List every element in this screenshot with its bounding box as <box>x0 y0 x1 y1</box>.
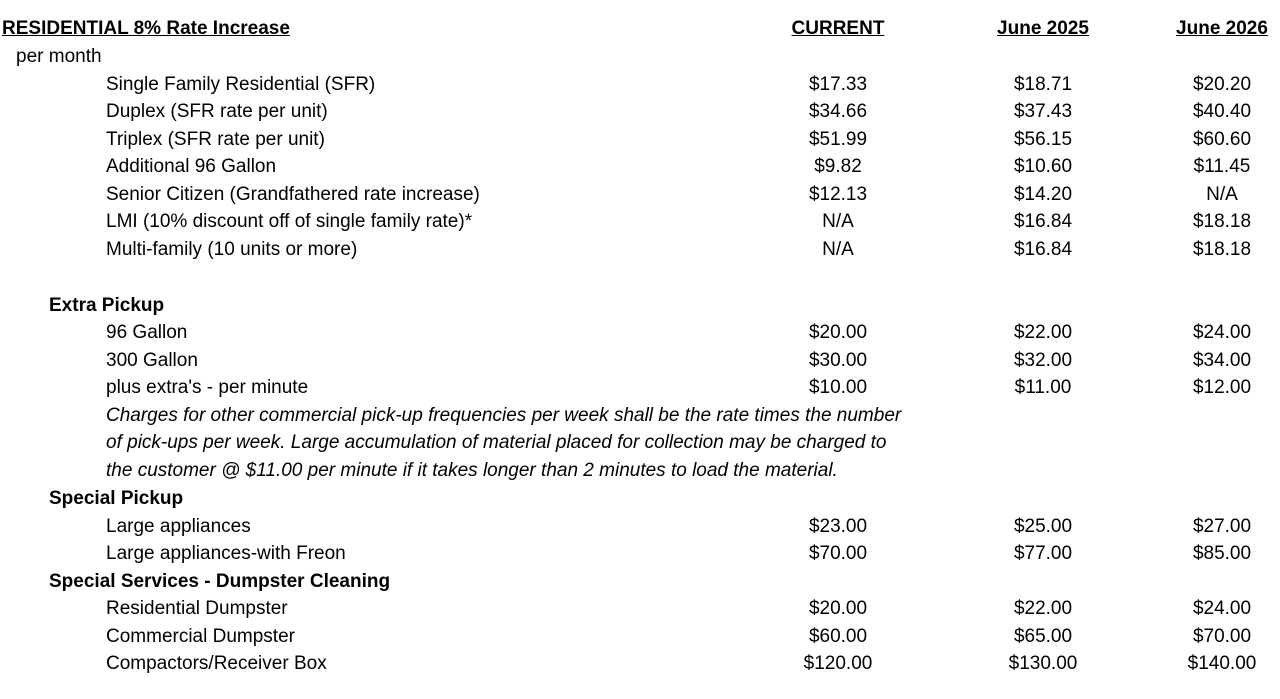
table-row <box>0 595 1280 622</box>
section-title-dumpster-cleaning: Special Services - Dumpster Cleaning <box>49 571 391 592</box>
row-label: Additional 96 Gallon <box>106 156 277 177</box>
june-2026-value: N/A <box>1206 184 1238 205</box>
current-value: $60.00 <box>808 626 868 647</box>
table-row <box>0 236 1280 263</box>
note-line <box>0 457 1280 484</box>
column-header-current: CURRENT <box>791 18 885 39</box>
section-title-extra-pickup: Extra Pickup <box>49 295 165 316</box>
table-row <box>0 98 1280 125</box>
extra-pickup-note: the customer @ $11.00 per minute if it takes longer than 2 minutes to load the material. <box>106 460 838 481</box>
table-row <box>0 650 1280 677</box>
row-label: plus extra's - per minute <box>106 377 309 398</box>
row-label: Compactors/Receiver Box <box>106 653 327 674</box>
june-2026-value: $140.00 <box>1187 653 1257 674</box>
june-2026-value: $12.00 <box>1192 377 1252 398</box>
current-value: $10.00 <box>808 377 868 398</box>
june-2025-value: $16.84 <box>1013 239 1073 260</box>
june-2026-value: $85.00 <box>1192 543 1252 564</box>
row-label: Single Family Residential (SFR) <box>106 74 376 95</box>
june-2026-value: $60.60 <box>1192 129 1252 150</box>
extra-pickup-note: of pick-ups per week. Large accumulation of material placed for collection may be charged to <box>106 432 887 453</box>
column-header-june-2026: June 2026 <box>1176 18 1268 39</box>
june-2026-value: $27.00 <box>1192 516 1252 537</box>
current-value: $20.00 <box>808 322 868 343</box>
section-heading-row <box>0 568 1280 595</box>
row-label: Large appliances-with Freon <box>106 543 346 564</box>
june-2026-value: $24.00 <box>1192 598 1252 619</box>
current-value: $23.00 <box>808 516 868 537</box>
current-value: $20.00 <box>808 598 868 619</box>
june-2026-value: $20.20 <box>1192 74 1252 95</box>
table-row <box>0 208 1280 235</box>
per-month-row <box>0 43 1280 70</box>
current-value: $17.33 <box>808 74 868 95</box>
row-label: Triplex (SFR rate per unit) <box>106 129 325 150</box>
june-2026-value: $24.00 <box>1192 322 1252 343</box>
extra-pickup-note: Charges for other commercial pick-up frequencies per week shall be the rate times the number <box>106 405 902 426</box>
table-row <box>0 71 1280 98</box>
june-2025-value: $10.60 <box>1013 156 1073 177</box>
june-2025-value: $56.15 <box>1013 129 1073 150</box>
june-2025-value: $130.00 <box>1008 653 1078 674</box>
table-row <box>0 347 1280 374</box>
june-2025-value: $22.00 <box>1013 598 1073 619</box>
june-2025-value: $16.84 <box>1013 211 1073 232</box>
table-row <box>0 513 1280 540</box>
june-2025-value: $11.00 <box>1014 377 1072 398</box>
section-heading-row <box>0 485 1280 512</box>
row-label: LMI (10% discount off of single family rate)* <box>106 211 473 232</box>
note-line <box>0 402 1280 429</box>
june-2025-value: $14.20 <box>1013 184 1073 205</box>
column-header-june-2025: June 2025 <box>997 18 1089 39</box>
table-row <box>0 540 1280 567</box>
table-row <box>0 319 1280 346</box>
june-2025-value: $25.00 <box>1013 516 1073 537</box>
row-label: 96 Gallon <box>106 322 188 343</box>
current-value: N/A <box>822 211 854 232</box>
table-row <box>0 181 1280 208</box>
current-value: $9.82 <box>814 156 862 177</box>
row-label: Multi-family (10 units or more) <box>106 239 358 260</box>
header-row <box>0 15 1280 42</box>
current-value: $30.00 <box>808 350 868 371</box>
june-2026-value: $70.00 <box>1192 626 1252 647</box>
row-label: 300 Gallon <box>106 350 198 371</box>
june-2025-value: $77.00 <box>1013 543 1073 564</box>
current-value: $120.00 <box>803 653 873 674</box>
june-2026-value: $34.00 <box>1192 350 1252 371</box>
table-row <box>0 374 1280 401</box>
june-2026-value: $18.18 <box>1192 239 1252 260</box>
june-2025-value: $37.43 <box>1013 101 1073 122</box>
current-value: $12.13 <box>808 184 868 205</box>
current-value: $70.00 <box>808 543 868 564</box>
row-label: Residential Dumpster <box>106 598 288 619</box>
june-2026-value: $18.18 <box>1192 211 1252 232</box>
per-month-label: per month <box>16 46 102 67</box>
section-heading-row <box>0 292 1280 319</box>
table-row <box>0 623 1280 650</box>
current-value: $34.66 <box>808 101 868 122</box>
june-2026-value: $11.45 <box>1193 156 1251 177</box>
june-2025-value: $32.00 <box>1013 350 1073 371</box>
row-label: Commercial Dumpster <box>106 626 295 647</box>
current-value: N/A <box>822 239 854 260</box>
table-row <box>0 153 1280 180</box>
june-2025-value: $22.00 <box>1013 322 1073 343</box>
section-title-special-pickup: Special Pickup <box>49 488 184 509</box>
table-row <box>0 126 1280 153</box>
row-label: Duplex (SFR rate per unit) <box>106 101 328 122</box>
row-label: Large appliances <box>106 516 251 537</box>
note-line <box>0 429 1280 456</box>
document-title: RESIDENTIAL 8% Rate Increase <box>2 18 290 39</box>
june-2026-value: $40.40 <box>1192 101 1252 122</box>
current-value: $51.99 <box>808 129 868 150</box>
june-2025-value: $18.71 <box>1013 74 1073 95</box>
june-2025-value: $65.00 <box>1013 626 1073 647</box>
row-label: Senior Citizen (Grandfathered rate increase) <box>106 184 480 205</box>
